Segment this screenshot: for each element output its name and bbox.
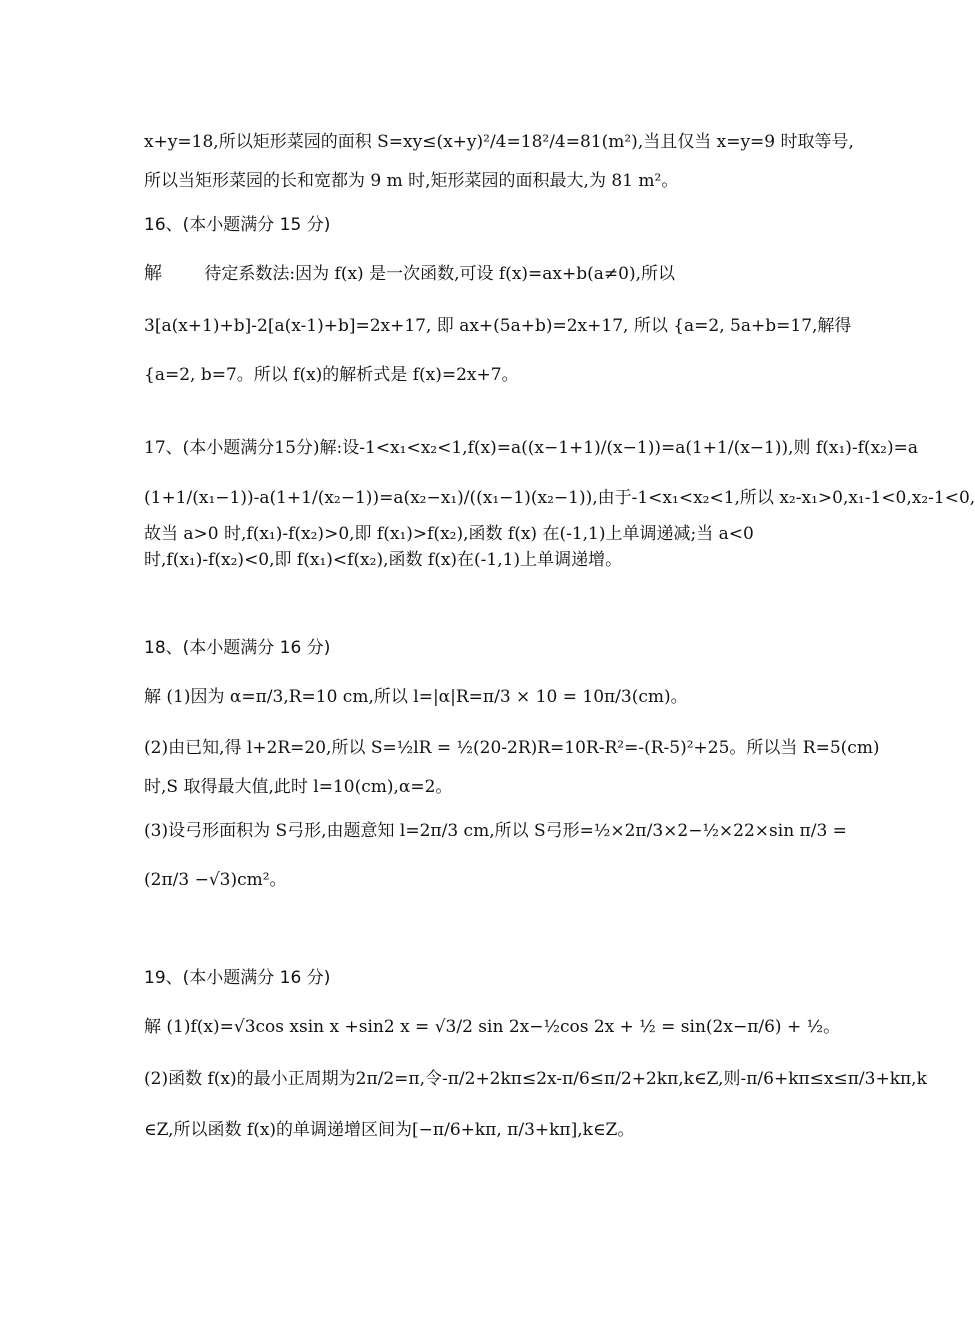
text-line: (2)由已知,得 l+2R=20,所以 S=½lR = ½(20-2R)R=10R-R²=-(R-5)²+25。所以当 R=5(cm)	[144, 738, 880, 758]
text-line: (3)设弓形面积为 S弓形,由题意知 l=2π/3 cm,所以 S弓形=½×2π/3×2−½×22×sin π/3 =	[144, 821, 847, 841]
question-19-heading: 19、(本小题满分 16 分)	[144, 968, 331, 988]
text-line: (2π/3 −√3)cm²。	[144, 870, 287, 890]
text-line: 解 (1)因为 α=π/3,R=10 cm,所以 l=|α|R=π/3 × 10 = 10π/3(cm)。	[144, 687, 688, 707]
text-line: (2)函数 f(x)的最小正周期为2π/2=π,令-π/2+2kπ≤2x-π/6≤π/2+2kπ,k∈Z,则-π/6+kπ≤x≤π/3+kπ,k	[144, 1069, 927, 1089]
text-line: 时,f(x₁)-f(x₂)<0,即 f(x₁)<f(x₂),函数 f(x)在(-1,1)上单调递增。	[144, 550, 623, 570]
text-line: x+y=18,所以矩形菜园的面积 S=xy≤(x+y)²/4=18²/4=81(m²),当且仅当 x=y=9 时取等号,	[144, 132, 854, 152]
text-line: {a=2, b=7。所以 f(x)的解析式是 f(x)=2x+7。	[144, 365, 519, 385]
text-line: ∈Z,所以函数 f(x)的单调递增区间为[−π/6+kπ, π/3+kπ],k∈Z。	[144, 1120, 635, 1140]
text-line: (1+1/(x₁−1))-a(1+1/(x₂−1))=a(x₂−x₁)/((x₁−1)(x₂−1)),由于-1<x₁<x₂<1,所以 x₂-x₁>0,x₁-1<0,x₂-1<0,	[144, 488, 975, 508]
text-line: 17、(本小题满分15分)解:设-1<x₁<x₂<1,f(x)=a((x−1+1)/(x−1))=a(1+1/(x−1)),则 f(x₁)-f(x₂)=a	[144, 438, 918, 458]
text-line: 故当 a>0 时,f(x₁)-f(x₂)>0,即 f(x₁)>f(x₂),函数 f(x) 在(-1,1)上单调递减;当 a<0	[144, 524, 754, 544]
question-18-heading: 18、(本小题满分 16 分)	[144, 638, 331, 658]
solution-label: 解	[144, 263, 162, 284]
text-line: 所以当矩形菜园的长和宽都为 9 m 时,矩形菜园的面积最大,为 81 m²。	[144, 171, 679, 191]
text-line: 时,S 取得最大值,此时 l=10(cm),α=2。	[144, 777, 453, 797]
text-line: 3[a(x+1)+b]-2[a(x-1)+b]=2x+17, 即 ax+(5a+b)=2x+17, 所以 {a=2, 5a+b=17,解得	[144, 316, 852, 336]
text-line: 待定系数法:因为 f(x) 是一次函数,可设 f(x)=ax+b(a≠0),所以	[204, 264, 675, 284]
text-line: 解 (1)f(x)=√3cos xsin x +sin2 x = √3/2 sin 2x−½cos 2x + ½ = sin(2x−π/6) + ½。	[144, 1017, 841, 1037]
question-16-heading: 16、(本小题满分 15 分)	[144, 215, 331, 235]
